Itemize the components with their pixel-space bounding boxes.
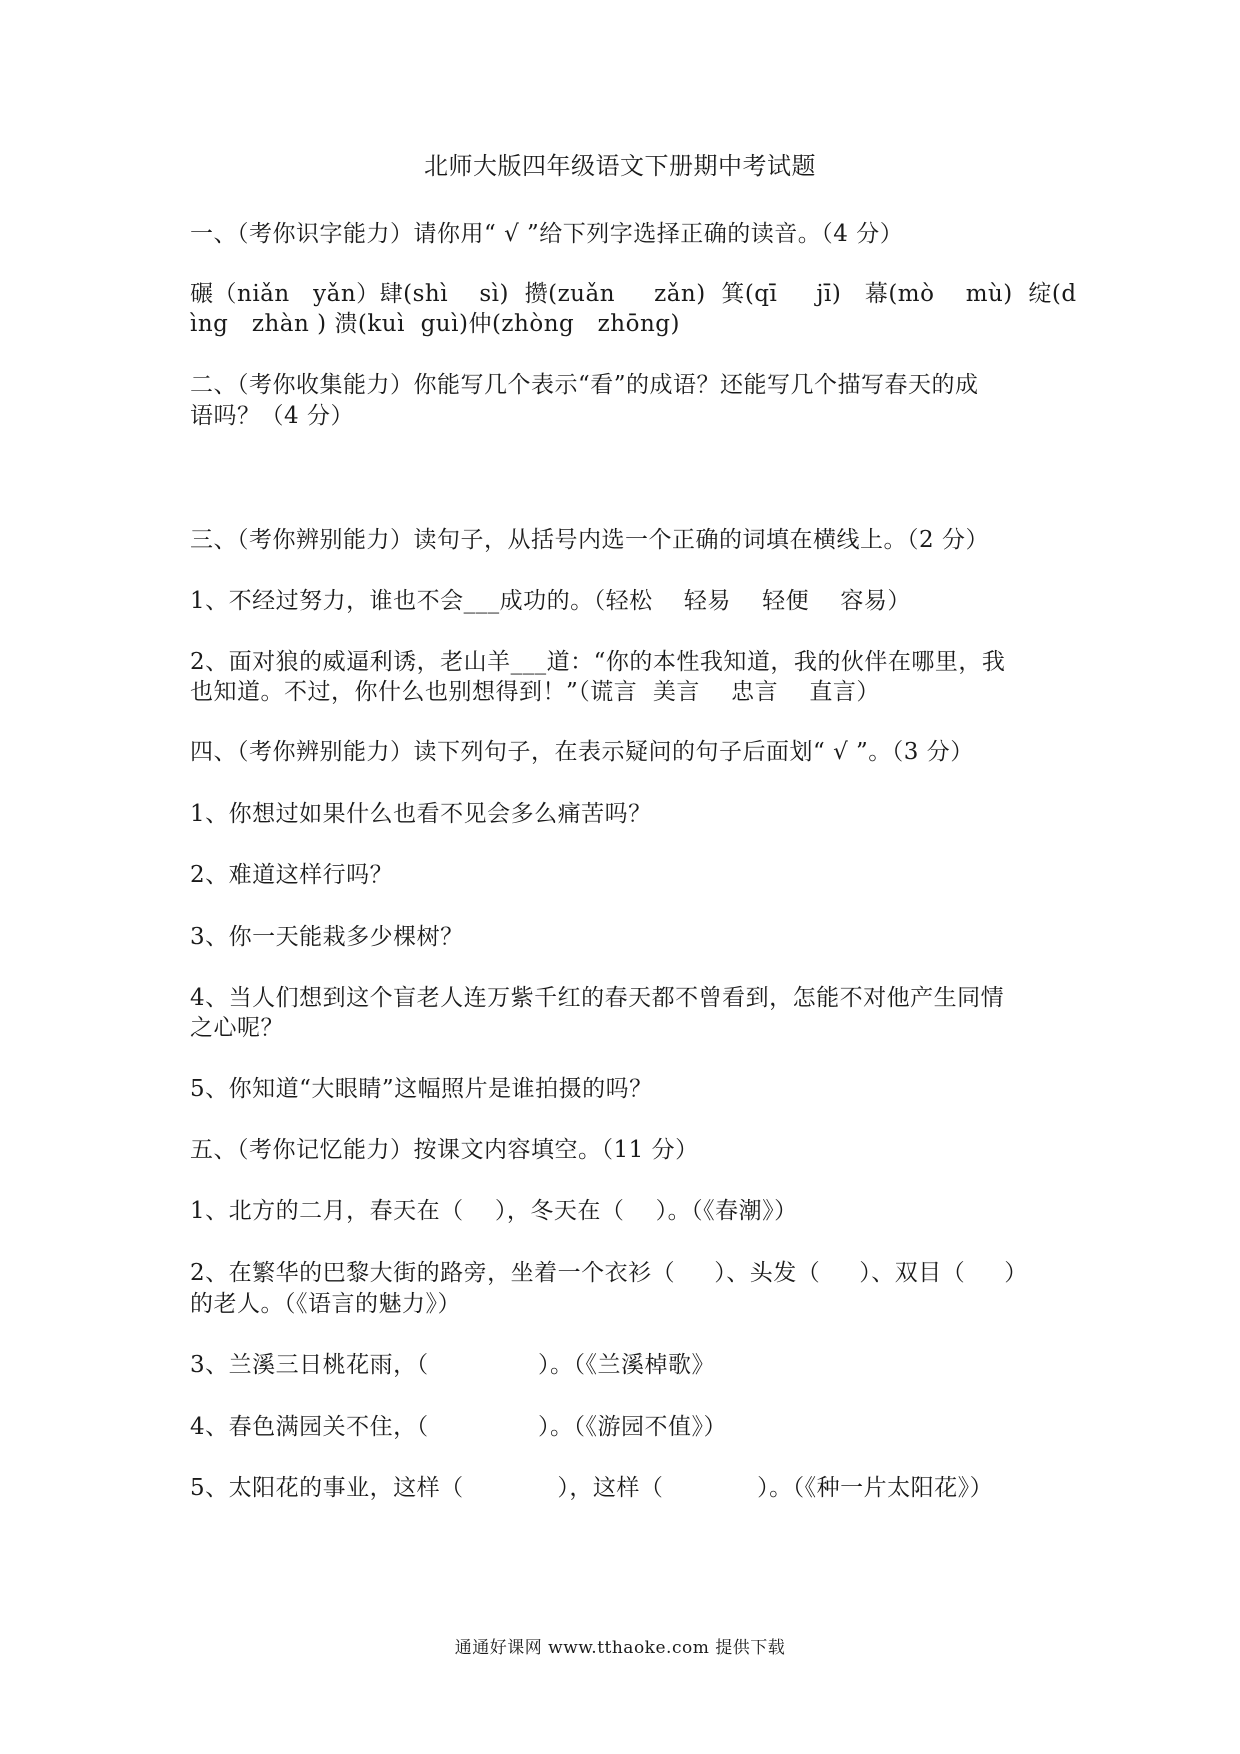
question-4-1: 1、你想过如果什么也看不见会多么痛苦吗？ <box>190 801 652 827</box>
pinyin-line-1: 碾（niǎn yǎn）肆(shì sì) 攒(zuǎn zǎn) 箕(qī jī) 幕(mò mù) 绽(d <box>190 281 1077 307</box>
question-4-3: 3、你一天能栽多少棵树？ <box>190 924 464 950</box>
question-4-4: 4、当人们想到这个盲老人连万紫千红的春天都不曾看到，怎能不对他产生同情 <box>190 985 1005 1011</box>
question-4-2: 2、难道这样行吗？ <box>190 862 394 888</box>
section-4-heading: 四、（考你辨别能力）读下列句子，在表示疑问的句子后面划“ √ ”。（3 分） <box>190 739 974 765</box>
section-1-heading: 一、（考你识字能力）请你用“ √ ”给下列字选择正确的读音。（4 分） <box>190 221 904 247</box>
question-5-4: 4、春色满园关不住，（ ）。（《游园不值》） <box>190 1414 727 1440</box>
question-5-2: 2、在繁华的巴黎大街的路旁，坐着一个衣衫（ ）、头发（ ）、双目（ ） <box>190 1260 1028 1286</box>
question-3-2: 2、面对狼的威逼利诱，老山羊___道：“你的本性我知道，我的伙伴在哪里，我 <box>190 649 1006 675</box>
section-2-heading-cont: 语吗？（4 分） <box>190 403 354 429</box>
section-3-heading: 三、（考你辨别能力）读句子，从括号内选一个正确的词填在横线上。（2 分） <box>190 527 989 553</box>
pinyin-line-2: ìng zhàn ) 溃(kuì guì)仲(zhòng zhōng) <box>190 311 680 337</box>
question-3-2-cont: 也知道。不过，你什么也别想得到！”（谎言 美言 忠言 直言） <box>190 679 880 705</box>
document-title: 北师大版四年级语文下册期中考试题 <box>424 152 816 180</box>
question-3-1: 1、不经过努力，谁也不会___成功的。（轻松 轻易 轻便 容易） <box>190 588 911 614</box>
section-5-heading: 五、（考你记忆能力）按课文内容填空。（11 分） <box>190 1137 699 1163</box>
question-5-5: 5、太阳花的事业，这样（ ），这样（ ）。（《种一片太阳花》） <box>190 1475 994 1501</box>
question-4-4-cont: 之心呢？ <box>190 1015 284 1041</box>
question-5-1: 1、北方的二月，春天在（ ），冬天在（ ）。（《春潮》） <box>190 1198 798 1224</box>
question-5-2-cont: 的老人。（《语言的魅力》） <box>190 1291 461 1317</box>
question-5-3: 3、兰溪三日桃花雨，（ ）。（《兰溪棹歌》 <box>190 1352 715 1378</box>
question-4-5: 5、你知道“大眼睛”这幅照片是谁拍摄的吗？ <box>190 1076 653 1102</box>
section-2-heading: 二、（考你收集能力）你能写几个表示“看”的成语？还能写几个描写春天的成 <box>190 372 979 398</box>
footer-credit: 通通好课网 www.tthaoke.com 提供下载 <box>454 1638 786 1658</box>
